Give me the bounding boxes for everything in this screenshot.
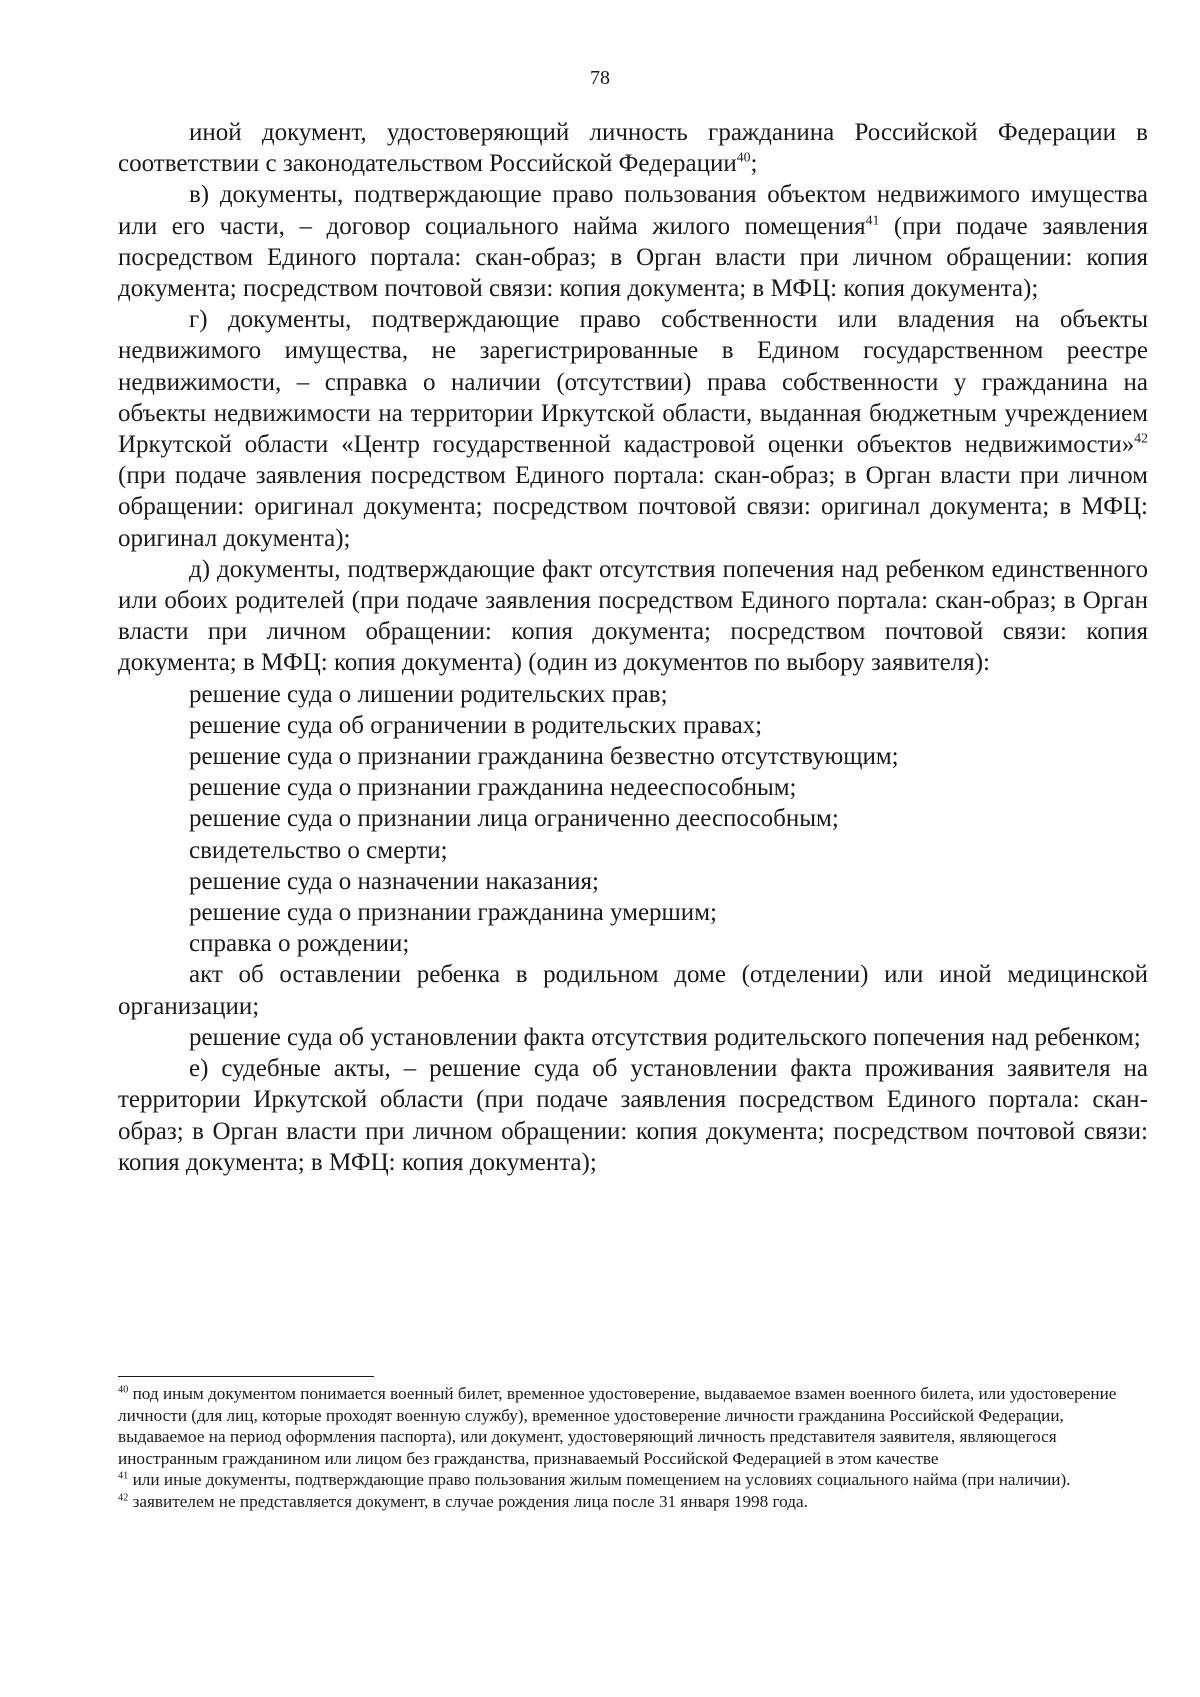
paragraph-text-continued: (при подаче заявления посредством Единого портала: скан-образ; в Орган власти при личном обращении: оригинал документа; посредством почтовой связи: оригинал документа; в МФЦ: оригинал документа);	[118, 462, 1148, 552]
footnote-text: под иным документом понимается военный билет, временное удостоверение, выдаваемое взамен военного билета, или удостоверение личности (для лиц, которые проходят военную службу), временное удостоверение личности гражданина Российской Федерации, выдаваемое на период оформления паспорта), или документ, удостоверяющий личность представителя заявителя, являющегося иностранным гражданином или лицом без гражданства, признаваемый Российской Федерацией в этом качестве	[118, 1384, 1117, 1468]
paragraph-text-continued: (при подаче заявления посредством Единого портала: скан-образ; в Орган власти при личном обращении: копия документа; посредством почтовой связи: копия документа; в МФЦ: копия документа);	[118, 212, 1149, 303]
paragraph-text: решение суда о признании гражданина безвестно отсутствующим;	[189, 743, 899, 771]
footnote-text: или иные документы, подтверждающие право пользования жилым помещением на условиях социального найма (при наличии).	[128, 1470, 1071, 1490]
footnote-separator	[118, 1376, 374, 1377]
list-item	[118, 772, 1148, 803]
list-item	[118, 803, 1148, 834]
paragraph	[118, 959, 1148, 1021]
list-item	[118, 928, 1148, 959]
paragraph-text: решение суда о признании гражданина недееспособным;	[189, 774, 797, 802]
paragraph-text: свидетельство о смерти;	[189, 836, 448, 864]
footnote-reference[interactable]: 41	[865, 212, 880, 228]
list-item	[118, 710, 1148, 741]
footnote-number: 40	[118, 1384, 129, 1396]
footnote-40	[118, 1383, 1148, 1469]
list-item	[118, 897, 1148, 928]
footnote-reference[interactable]: 42	[1134, 430, 1148, 446]
paragraph-text: в) документы, подтверждающие право пользования объектом недвижимого имущества или его части, – договор социального найма жилого помещения	[118, 181, 1148, 240]
footnote-text: заявителем не представляется документ, в случае рождения лица после 31 января 1998 года.	[128, 1491, 808, 1511]
list-item	[118, 866, 1148, 897]
list-item	[118, 741, 1148, 772]
footnote-number: 41	[118, 1470, 129, 1482]
paragraph	[118, 1053, 1148, 1178]
paragraph-text: решение суда о лишении родительских прав;	[189, 680, 668, 708]
paragraph	[118, 304, 1148, 554]
paragraph	[118, 117, 1148, 179]
footnote-42	[118, 1491, 1148, 1513]
list-item	[118, 679, 1148, 710]
paragraph-text: решение суда о признании лица ограниченно дееспособным;	[189, 805, 839, 833]
footnote-41	[118, 1469, 1148, 1491]
paragraph-text: решение суда об установлении факта отсутствия родительского попечения над ребенком;	[189, 1023, 1141, 1051]
paragraph	[118, 179, 1148, 304]
paragraph-text: д) документы, подтверждающие факт отсутствия попечения над ребенком единственного или обоих родителей (при подаче заявления посредством Единого портала: скан-образ; в Орган власти при личном обращении: копия документа; посредством почтовой связи: копия документа; в МФЦ: копия документа) (один из документов по выбору заявителя):	[118, 555, 1148, 677]
paragraph-text: решение суда об ограничении в родительских правах;	[189, 711, 763, 739]
paragraph	[118, 1022, 1148, 1053]
paragraph-text: справка о рождении;	[189, 930, 410, 958]
footnotes	[118, 1383, 1148, 1513]
paragraph-text: решение суда о признании гражданина умершим;	[189, 899, 717, 927]
paragraph-text: решение суда о назначении наказания;	[189, 867, 599, 895]
paragraph-text: е) судебные акты, – решение суда об установлении факта проживания заявителя на территории Иркутской области (при подаче заявления посредством Единого портала: скан-образ; в Орган власти при личном обращении: копия документа; посредством почтовой связи: копия документа; в МФЦ: копия документа);	[118, 1055, 1148, 1176]
paragraph-text: г) документы, подтверждающие право собственности или владения на объекты недвижимого имущества, не зарегистрированные в Едином государственном реестре недвижимости, – справка о наличии (отсутствии) права собственности у гражданина на объекты недвижимости на территории Иркутской области, выданная бюджетным учреждением Иркутской области «Центр государственной кадастровой оценки объектов недвижимости»	[118, 306, 1148, 459]
paragraph-text-continued: ;	[750, 150, 758, 178]
footnote-number: 42	[118, 1492, 129, 1504]
footnote-reference[interactable]: 40	[736, 149, 751, 165]
paragraph-text: иной документ, удостоверяющий личность гражданина Российской Федерации в соответствии с законодательством Российской Федерации	[118, 119, 1148, 178]
page-number: 78	[590, 67, 610, 89]
body-text	[118, 117, 1148, 1178]
list-item	[118, 835, 1148, 866]
paragraph	[118, 554, 1148, 679]
paragraph-text: акт об оставлении ребенка в родильном доме (отделении) или иной медицинской организации;	[118, 961, 1148, 1020]
